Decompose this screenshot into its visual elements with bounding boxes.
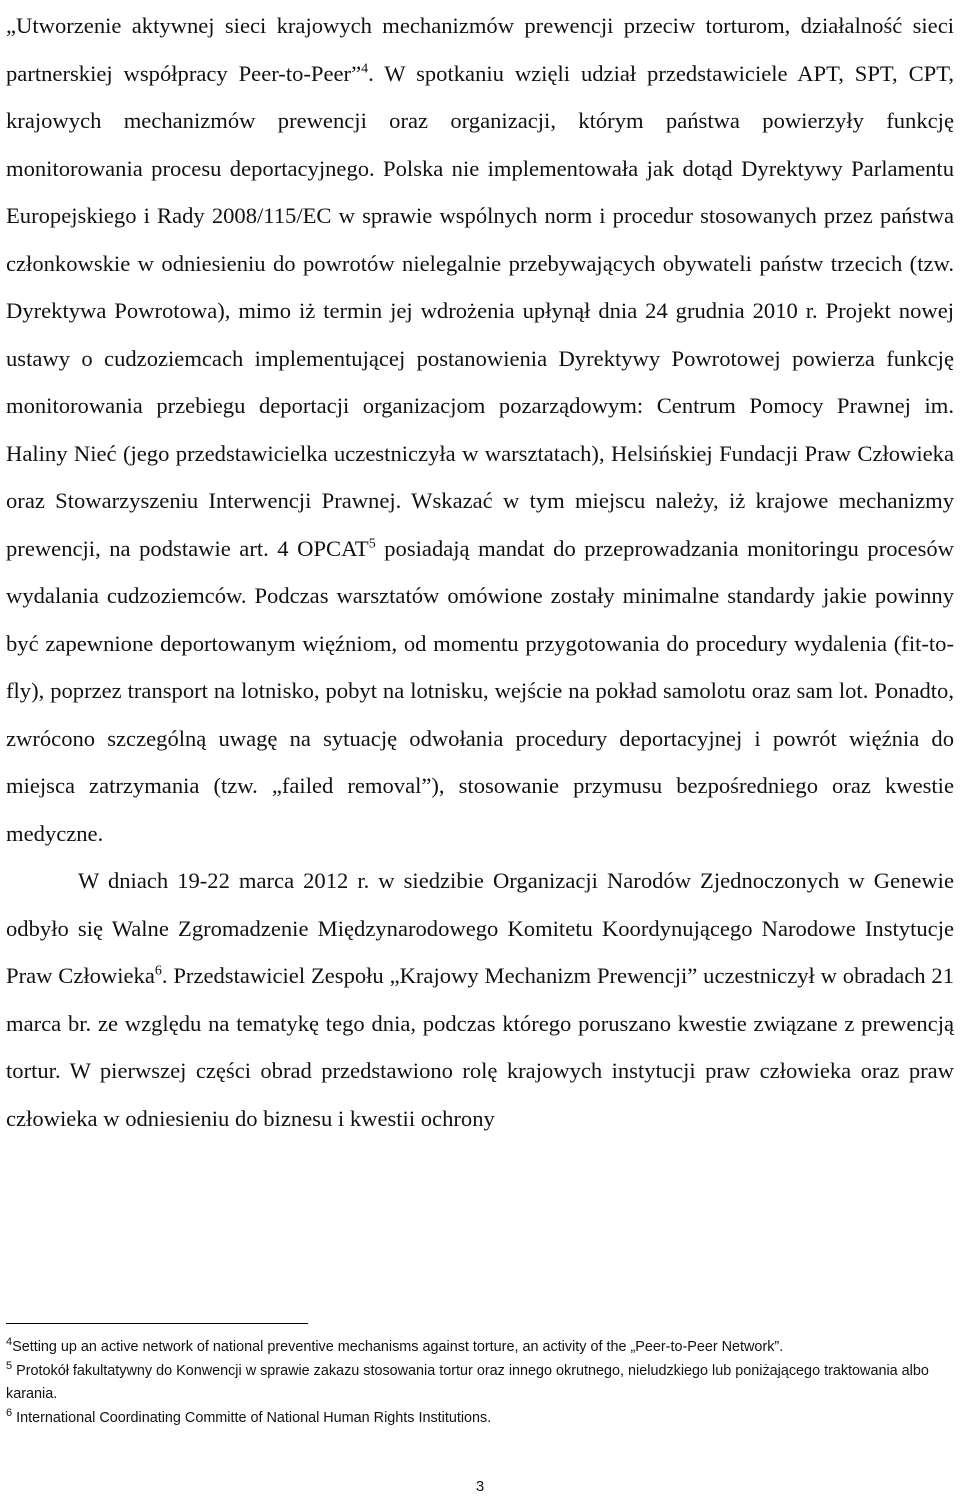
footnote-6 bbox=[6, 1407, 954, 1430]
paragraph-2 bbox=[6, 857, 954, 1142]
footnotes bbox=[6, 1336, 954, 1431]
text-segment: W dniach 19-22 marca 2012 r. w siedzibie Organizacji Narodów Zjednoczonych w Genewie odbyło się Walne Zgromadzenie Międzynarodowego Komitetu Koordynującego Narodowe Instytucje Praw Człowieka bbox=[6, 868, 954, 988]
body-text bbox=[6, 2, 954, 1142]
text-segment: . Przedstawiciel Zespołu „Krajowy Mechanizm Prewencji” uczestniczył w obradach 21 marca br. ze względu na tematykę tego dnia, podczas którego poruszano kwestie związane z prewencją tortur. W pierwszej części obrad przedstawiono rolę krajowych instytucji praw człowieka oraz praw człowieka w odniesieniu do biznesu i kwestii ochrony bbox=[6, 963, 955, 1131]
footnote-number: 6 bbox=[6, 1407, 13, 1420]
footnote-number: 5 bbox=[6, 1360, 13, 1373]
footnote-separator bbox=[6, 1323, 308, 1324]
footnote-number: 4 bbox=[6, 1336, 13, 1349]
text-segment: posiadają mandat do przeprowadzania monitoringu procesów wydalania cudzoziemców. Podczas warsztatów omówione zostały minimalne standardy jakie powinny być zapewnione deportowanym więźniom, od momentu przygotowania do procedury wydalenia (fit-to-fly), poprzez transport na lotnisko, pobyt na lotnisku, wejście na pokład samolotu oraz sam lot. Ponadto, zwrócono szczególną uwagę na sytuację odwołania procedury deportacyjnej i powrót więźnia do miejsca zatrzymania (tzw. „failed removal”), stosowanie przymusu bezpośredniego oraz kwestie medyczne. bbox=[6, 535, 954, 846]
text-segment: „Utworzenie aktywnej sieci krajowych mechanizmów prewencji przeciw torturom, działalność sieci partnerskiej współpracy Peer-to-Peer” bbox=[6, 13, 954, 86]
footnote-ref: 6 bbox=[154, 963, 162, 979]
footnote-ref: 4 bbox=[361, 60, 369, 76]
footnote-text: Setting up an active network of national preventive mechanisms against torture, an activity of the „Peer-to-Peer Network”. bbox=[12, 1339, 784, 1355]
footnote-4 bbox=[6, 1336, 954, 1359]
footnote-ref: 5 bbox=[368, 535, 376, 551]
text-segment: . W spotkaniu wzięli udział przedstawiciele APT, SPT, CPT, krajowych mechanizmów prewencji oraz organizacji, którym państwa powierzyły funkcję monitorowania procesu deportacyjnego. Polska nie implementowała jak dotąd Dyrektywy Parlamentu Europejskiego i Rady 2008/115/EC w sprawie wspólnych norm i procedur stosowanych przez państwa członkowskie w odniesieniu do powrotów nielegalnie przebywających obywateli państw trzecich (tzw. Dyrektywa Powrotowa), mimo iż termin jej wdrożenia upłynął dnia 24 grudnia 2010 r. Projekt nowej ustawy o cudzoziemcach implementującej postanowienia Dyrektywy Powrotowej powierza funkcję monitorowania przebiegu deportacji organizacjom pozarządowym: Centrum Pomocy Prawnej im. Haliny Nieć (jego przedstawicielka uczestniczyła w warsztatach), Helsińskiej Fundacji Praw Człowieka oraz Stowarzyszeniu Interwencji Prawnej. Wskazać w tym miejscu należy, iż krajowe mechanizmy prewencji, na podstawie art. 4 OPCAT bbox=[6, 60, 954, 561]
footnote-text: Protokół fakultatywny do Konwencji w sprawie zakazu stosowania tortur oraz innego okrutnego, nieludzkiego lub poniżającego traktowania albo karania. bbox=[6, 1363, 929, 1402]
page-number: 3 bbox=[475, 1478, 485, 1495]
paragraph-1 bbox=[6, 2, 954, 857]
footnote-text: International Coordinating Committe of National Human Rights Institutions. bbox=[12, 1410, 492, 1426]
footnote-5 bbox=[6, 1360, 954, 1406]
